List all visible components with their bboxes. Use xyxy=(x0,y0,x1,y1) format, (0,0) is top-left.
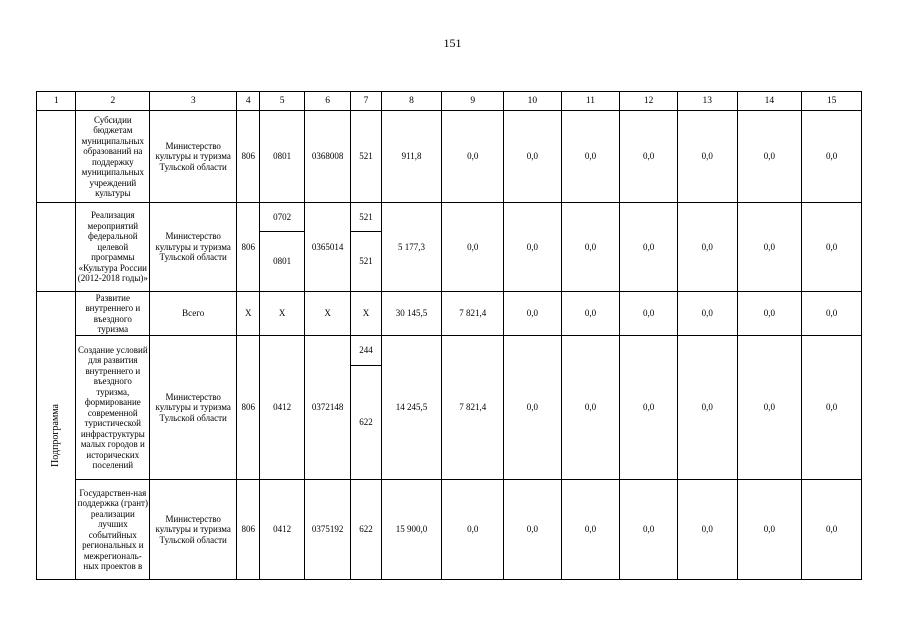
col-header: 5 xyxy=(260,92,304,111)
value-cell: 0,0 xyxy=(561,203,620,292)
subprogram-cell xyxy=(37,292,76,580)
value-cell: 14 245,5 xyxy=(381,336,442,480)
header-row xyxy=(37,92,862,111)
vr-code: 521 xyxy=(351,232,381,292)
value-cell: 0,0 xyxy=(620,336,678,480)
value-cell: 30 145,5 xyxy=(381,292,442,336)
value-cell: 0,0 xyxy=(802,292,862,336)
table-row xyxy=(37,111,862,203)
vr-code: 521 xyxy=(351,203,381,232)
csr-code: Х xyxy=(304,292,351,336)
measure-name: Реализация мероприятий федеральной целевой программы «Культура России (2012-2018 годы)» xyxy=(76,203,150,292)
rzpr-code: 0412 xyxy=(260,336,304,480)
value-cell: 0,0 xyxy=(802,480,862,580)
col-header: 9 xyxy=(442,92,504,111)
executor: Министерство культуры и туризма Тульской области xyxy=(150,480,237,580)
measure-name: Государствен-ная поддержка (грант) реализации лучших событийных региональных и межрегиональ-ных проектов в xyxy=(76,480,150,580)
grbs-code: Х xyxy=(237,292,260,336)
empty-cell xyxy=(37,111,76,203)
csr-code: 0365014 xyxy=(304,203,351,292)
value-cell: 7 821,4 xyxy=(442,292,504,336)
value-cell: 0,0 xyxy=(677,336,737,480)
grbs-code: 806 xyxy=(237,111,260,203)
value-cell: 0,0 xyxy=(504,203,562,292)
rzpr-code: 0801 xyxy=(260,232,304,292)
col-header: 2 xyxy=(76,92,150,111)
table-row xyxy=(37,203,862,232)
measure-name: Создание условий для развития внутреннего и въездного туризма, формирование современной туристической инфраструктуры малых городов и исторических поселений xyxy=(76,336,150,480)
col-header: 8 xyxy=(381,92,442,111)
col-header: 11 xyxy=(561,92,620,111)
col-header: 14 xyxy=(737,92,802,111)
csr-code: 0372148 xyxy=(304,336,351,480)
value-cell: 0,0 xyxy=(620,203,678,292)
col-header: 6 xyxy=(304,92,351,111)
value-cell: 0,0 xyxy=(737,203,802,292)
value-cell: 0,0 xyxy=(802,336,862,480)
value-cell: 0,0 xyxy=(620,480,678,580)
budget-table xyxy=(36,91,862,580)
value-cell: 5 177,3 xyxy=(381,203,442,292)
value-cell: 0,0 xyxy=(802,203,862,292)
subprogram-label: Подпрограмма xyxy=(49,404,61,467)
table-row xyxy=(37,480,862,580)
value-cell: 0,0 xyxy=(620,292,678,336)
col-header: 1 xyxy=(37,92,76,111)
csr-code: 0368008 xyxy=(304,111,351,203)
col-header: 4 xyxy=(237,92,260,111)
vr-code: 622 xyxy=(351,366,381,480)
executor: Министерство культуры и туризма Тульской области xyxy=(150,111,237,203)
value-cell: 7 821,4 xyxy=(442,336,504,480)
col-header: 15 xyxy=(802,92,862,111)
table-row xyxy=(37,336,862,366)
value-cell: 0,0 xyxy=(504,480,562,580)
col-header: 13 xyxy=(677,92,737,111)
value-cell: 0,0 xyxy=(737,292,802,336)
value-cell: 0,0 xyxy=(504,111,562,203)
table-row xyxy=(37,292,862,336)
value-cell: 0,0 xyxy=(561,480,620,580)
value-cell: 911,8 xyxy=(381,111,442,203)
executor: Министерство культуры и туризма Тульской области xyxy=(150,336,237,480)
value-cell: 0,0 xyxy=(442,111,504,203)
rzpr-code: 0412 xyxy=(260,480,304,580)
col-header: 10 xyxy=(504,92,562,111)
col-header: 7 xyxy=(351,92,381,111)
value-cell: 0,0 xyxy=(737,336,802,480)
value-cell: 0,0 xyxy=(504,336,562,480)
executor: Министерство культуры и туризма Тульской области xyxy=(150,203,237,292)
value-cell: 0,0 xyxy=(737,111,802,203)
value-cell: 0,0 xyxy=(442,203,504,292)
value-cell: 15 900,0 xyxy=(381,480,442,580)
value-cell: 0,0 xyxy=(677,480,737,580)
empty-cell xyxy=(37,203,76,292)
page-number: 151 xyxy=(443,36,462,50)
rzpr-code: 0801 xyxy=(260,111,304,203)
value-cell: 0,0 xyxy=(677,292,737,336)
value-cell: 0,0 xyxy=(561,111,620,203)
vr-code: 244 xyxy=(351,336,381,366)
col-header: 12 xyxy=(620,92,678,111)
measure-name: Субсидии бюджетам муниципальных образований на поддержку муниципальных учреждений культуры xyxy=(76,111,150,203)
measure-name: Развитие внутреннего и въездного туризма xyxy=(76,292,150,336)
csr-code: 0375192 xyxy=(304,480,351,580)
value-cell: 0,0 xyxy=(677,111,737,203)
rzpr-code: Х xyxy=(260,292,304,336)
grbs-code: 806 xyxy=(237,203,260,292)
value-cell: 0,0 xyxy=(504,292,562,336)
vr-code: 622 xyxy=(351,480,381,580)
rzpr-code: 0702 xyxy=(260,203,304,232)
value-cell: 0,0 xyxy=(737,480,802,580)
value-cell: 0,0 xyxy=(442,480,504,580)
executor: Всего xyxy=(150,292,237,336)
col-header: 3 xyxy=(150,92,237,111)
value-cell: 0,0 xyxy=(561,336,620,480)
grbs-code: 806 xyxy=(237,336,260,480)
grbs-code: 806 xyxy=(237,480,260,580)
value-cell: 0,0 xyxy=(620,111,678,203)
vr-code: 521 xyxy=(351,111,381,203)
value-cell: 0,0 xyxy=(802,111,862,203)
value-cell: 0,0 xyxy=(677,203,737,292)
value-cell: 0,0 xyxy=(561,292,620,336)
vr-code: Х xyxy=(351,292,381,336)
